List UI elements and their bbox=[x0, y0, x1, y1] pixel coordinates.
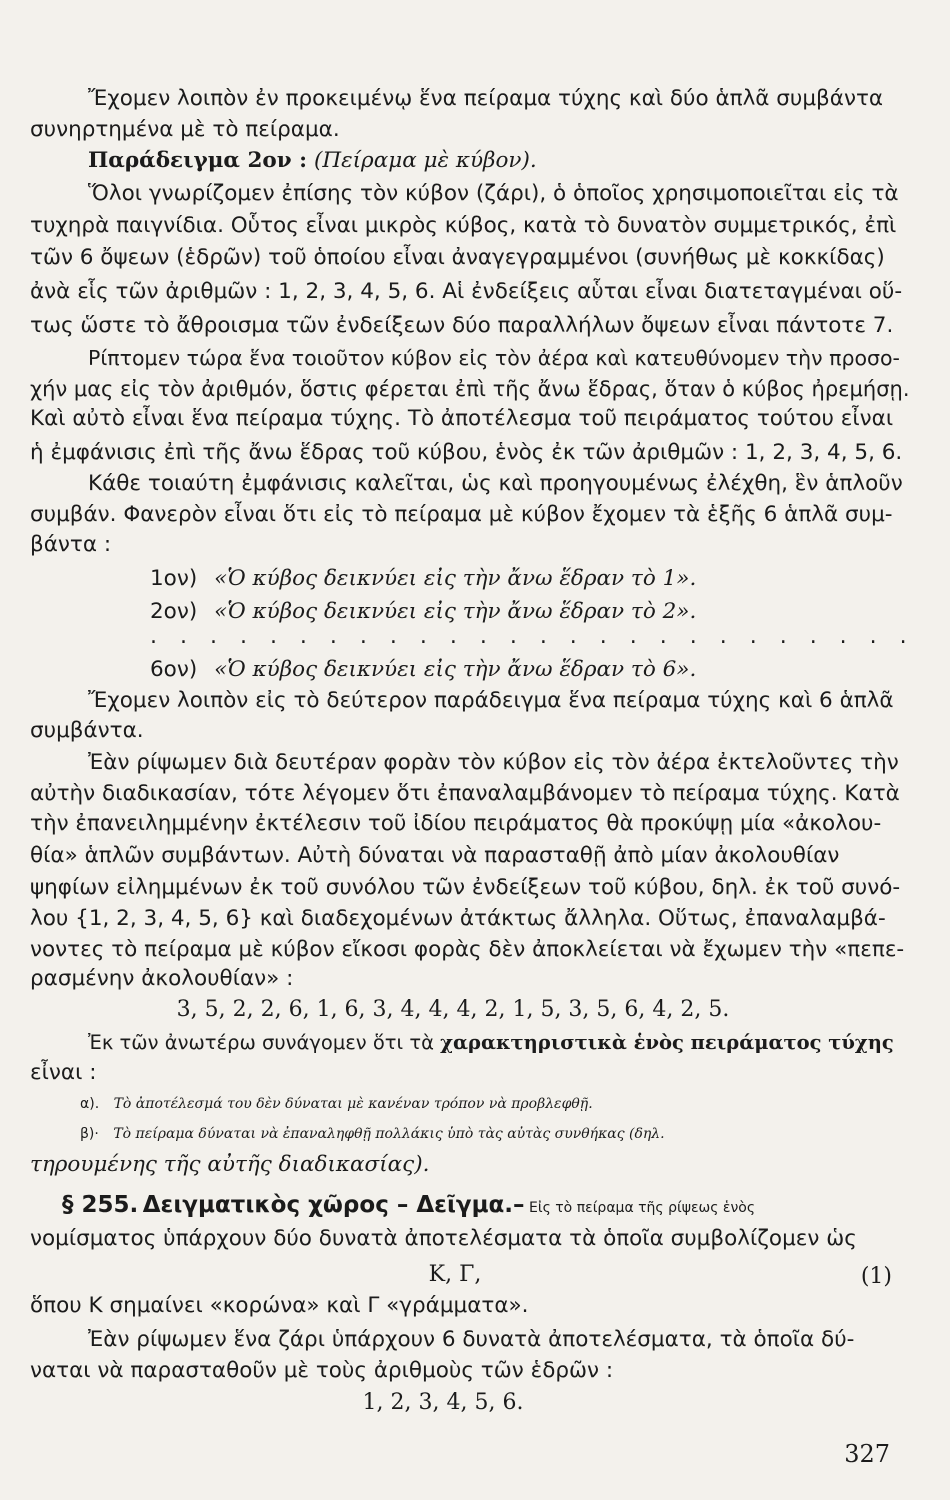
text-line: τῶν 6 ὄψεων (ἑδρῶν) τοῦ ὁποίου εἶναι ἀναγεγραμμένοι (συνήθως μὲ κοκκίδας) bbox=[30, 245, 885, 270]
item-text: Τὸ ἀποτέλεσμά του δὲν δύναται μὲ κανέναν τρόπον νὰ προβλεφθῇ. bbox=[113, 1096, 593, 1112]
text-line: Ἐὰν ρίψωμεν διὰ δευτέραν φορὰν τὸν κύβον εἰς τὸν ἀέρα ἐκτελοῦντες τὴν bbox=[88, 750, 899, 775]
example-title: (Πείραμα μὲ κύβον). bbox=[313, 148, 537, 173]
text-line: νομίσματος ὑπάρχουν δύο δυνατὰ ἀποτελέσματα τὰ ὁποῖα συμβολίζομεν ὡς bbox=[30, 1226, 857, 1251]
text-span: Ἐκ τῶν ἀνωτέρω συνάγομεν ὅτι τὰ bbox=[88, 1031, 441, 1054]
section-title: Δειγματικὸς χῶρος – Δεῖγμα.– bbox=[142, 1192, 525, 1218]
text-line: τὴν ἐπανειλημμένην ἐκτέλεσιν τοῦ ἰδίου πειράματος θὰ προκύψῃ μία «ἀκολου- bbox=[30, 811, 882, 836]
equation: 1, 2, 3, 4, 5, 6. bbox=[362, 1390, 524, 1415]
item-marker: β)· bbox=[80, 1126, 99, 1142]
characteristic-item bbox=[80, 1089, 950, 1119]
section-number: § 255. bbox=[62, 1192, 139, 1218]
list-item bbox=[150, 564, 696, 594]
text-line: συνηρτημένα μὲ τὸ πείραμα. bbox=[30, 117, 340, 142]
text-line: συμβάντα. bbox=[30, 718, 144, 743]
list-item bbox=[150, 655, 696, 685]
text-line: ἡ ἐμφάνισις ἐπὶ τῆς ἄνω ἕδρας τοῦ κύβου, ἑνὸς ἐκ τῶν ἀριθμῶν : 1, 2, 3, 4, 5, 6. bbox=[30, 440, 903, 465]
text-line: τως ὥστε τὸ ἄθροισμα τῶν ἐνδείξεων δύο παραλλήλων ὄψεων εἶναι πάντοτε 7. bbox=[30, 313, 894, 338]
list-item-number: 2ον) bbox=[150, 599, 198, 624]
list-item-text: «Ὁ κύβος δεικνύει εἰς τὴν ἄνω ἕδραν τὸ 6». bbox=[214, 657, 697, 682]
section-text: Εἰς τὸ πείραμα τῆς ρίψεως ἑνὸς bbox=[529, 1200, 756, 1216]
text-line: ρασμένην ἀκολουθίαν» : bbox=[30, 966, 294, 991]
text-line: βάντα : bbox=[30, 532, 112, 557]
example-label: Παράδειγμα 2ον : bbox=[88, 148, 308, 173]
list-item-text: «Ὁ κύβος δεικνύει εἰς τὴν ἄνω ἕδραν τὸ 1». bbox=[214, 566, 697, 591]
equation-number: (1) bbox=[860, 1264, 892, 1289]
section-heading bbox=[62, 1190, 942, 1223]
text-line: Κάθε τοιαύτη ἐμφάνισις καλεῖται, ὡς καὶ προηγουμένως ἐλέχθη, ἓν ἁπλοῦν bbox=[88, 471, 903, 496]
text-line: ναται νὰ παρασταθοῦν μὲ τοὺς ἀριθμοὺς τῶν ἑδρῶν : bbox=[30, 1358, 614, 1383]
text-line: τηρουμένης τῆς αὐτῆς διαδικασίας). bbox=[30, 1152, 430, 1177]
text-line: συμβάν. Φανερὸν εἶναι ὅτι εἰς τὸ πείραμα μὲ κύβον ἔχομεν τὰ ἑξῆς 6 ἁπλᾶ συμ- bbox=[30, 502, 893, 527]
text-line: λου {1, 2, 3, 4, 5, 6} καὶ διαδεχομένων ἀτάκτως ἄλληλα. Οὕτως, ἐπαναλαμβά- bbox=[30, 906, 886, 931]
text-line: εἶναι : bbox=[30, 1060, 97, 1085]
number-sequence: 3, 5, 2, 2, 6, 1, 6, 3, 4, 4, 4, 2, 1, 5, 3, 5, 6, 4, 2, 5. bbox=[176, 997, 730, 1022]
text-line: Καὶ αὐτὸ εἶναι ἕνα πείραμα τύχης. Τὸ ἀποτέλεσμα τοῦ πειράματος τούτου εἶναι bbox=[30, 406, 894, 431]
text-line: τυχηρὰ παιγνίδια. Οὗτος εἶναι μικρὸς κύβος, κατὰ τὸ δυνατὸν συμμετρικός, ἐπὶ bbox=[30, 213, 897, 238]
text-line: Ἐὰν ρίψωμεν ἕνα ζάρι ὑπάρχουν 6 δυνατὰ ἀποτελέσματα, τὰ ὁποῖα δύ- bbox=[88, 1327, 855, 1352]
text-line: ψηφίων εἰλημμένων ἐκ τοῦ συνόλου τῶν ἐνδείξεων τοῦ κύβου, δηλ. ἐκ τοῦ συνό- bbox=[30, 875, 901, 900]
text-line: Ὅλοι γνωρίζομεν ἐπίσης τὸν κύβον (ζάρι), ὁ ὁποῖος χρησιμοποιεῖται εἰς τὰ bbox=[88, 181, 899, 206]
page-number: 327 bbox=[844, 1440, 890, 1468]
text-line: θία» ἁπλῶν συμβάντων. Αὐτὴ δύναται νὰ παρασταθῇ ἀπὸ μίαν ἀκολουθίαν bbox=[30, 843, 840, 868]
list-item-number: 6ον) bbox=[150, 657, 198, 682]
equation: Κ, Γ, bbox=[428, 1262, 482, 1287]
bold-phrase: χαρακτηριστικὰ ἑνὸς πειράματος τύχης bbox=[440, 1031, 894, 1054]
text-line: Ἔχομεν λοιπὸν εἰς τὸ δεύτερον παράδειγμα ἕνα πείραμα τύχης καὶ 6 ἁπλᾶ bbox=[88, 688, 894, 713]
example-heading bbox=[88, 146, 910, 176]
item-marker: α). bbox=[80, 1096, 100, 1112]
text-line: Ρίπτομεν τώρα ἕνα τοιοῦτον κύβον εἰς τὸν ἀέρα καὶ κατευθύνομεν τὴν προσο- bbox=[88, 346, 900, 370]
text-line bbox=[88, 1028, 910, 1058]
text-line: ἀνὰ εἷς τῶν ἀριθμῶν : 1, 2, 3, 4, 5, 6. Αἱ ἐνδείξεις αὗται εἶναι διατεταγμέναι οὕ- bbox=[30, 279, 903, 304]
text-line: Ἔχομεν λοιπὸν ἐν προκειμένῳ ἕνα πείραμα τύχης καὶ δύο ἁπλᾶ συμβάντα bbox=[88, 86, 884, 111]
text-line: ὅπου Κ σημαίνει «κορώνα» καὶ Γ «γράμματα». bbox=[30, 1293, 529, 1318]
item-text: Τὸ πείραμα δύναται νὰ ἐπαναληφθῇ πολλάκις ὑπὸ τὰς αὐτὰς συνθήκας (δηλ. bbox=[113, 1126, 665, 1142]
characteristic-item bbox=[80, 1119, 950, 1149]
list-item-text: «Ὁ κύβος δεικνύει εἰς τὴν ἄνω ἕδραν τὸ 2». bbox=[214, 599, 697, 624]
ellipsis-dots: . . . . . . . . . . . . . . . . . . . . . . . . . . bbox=[150, 624, 915, 649]
text-line: νοντες τὸ πείραμα μὲ κύβον εἴκοσι φορὰς δὲν ἀποκλείεται νὰ ἔχωμεν τὴν «πεπε- bbox=[30, 937, 905, 962]
list-item-number: 1ον) bbox=[150, 566, 198, 591]
text-line: αὐτὴν διαδικασίαν, τότε λέγομεν ὅτι ἐπαναλαμβάνομεν τὸ πείραμα τύχης. Κατὰ bbox=[30, 781, 900, 806]
text-line: χήν μας εἰς τὸν ἀριθμόν, ὅστις φέρεται ἐπὶ τῆς ἄνω ἕδρας, ὅταν ὁ κύβος ἠρεμήσῃ. bbox=[30, 377, 910, 401]
